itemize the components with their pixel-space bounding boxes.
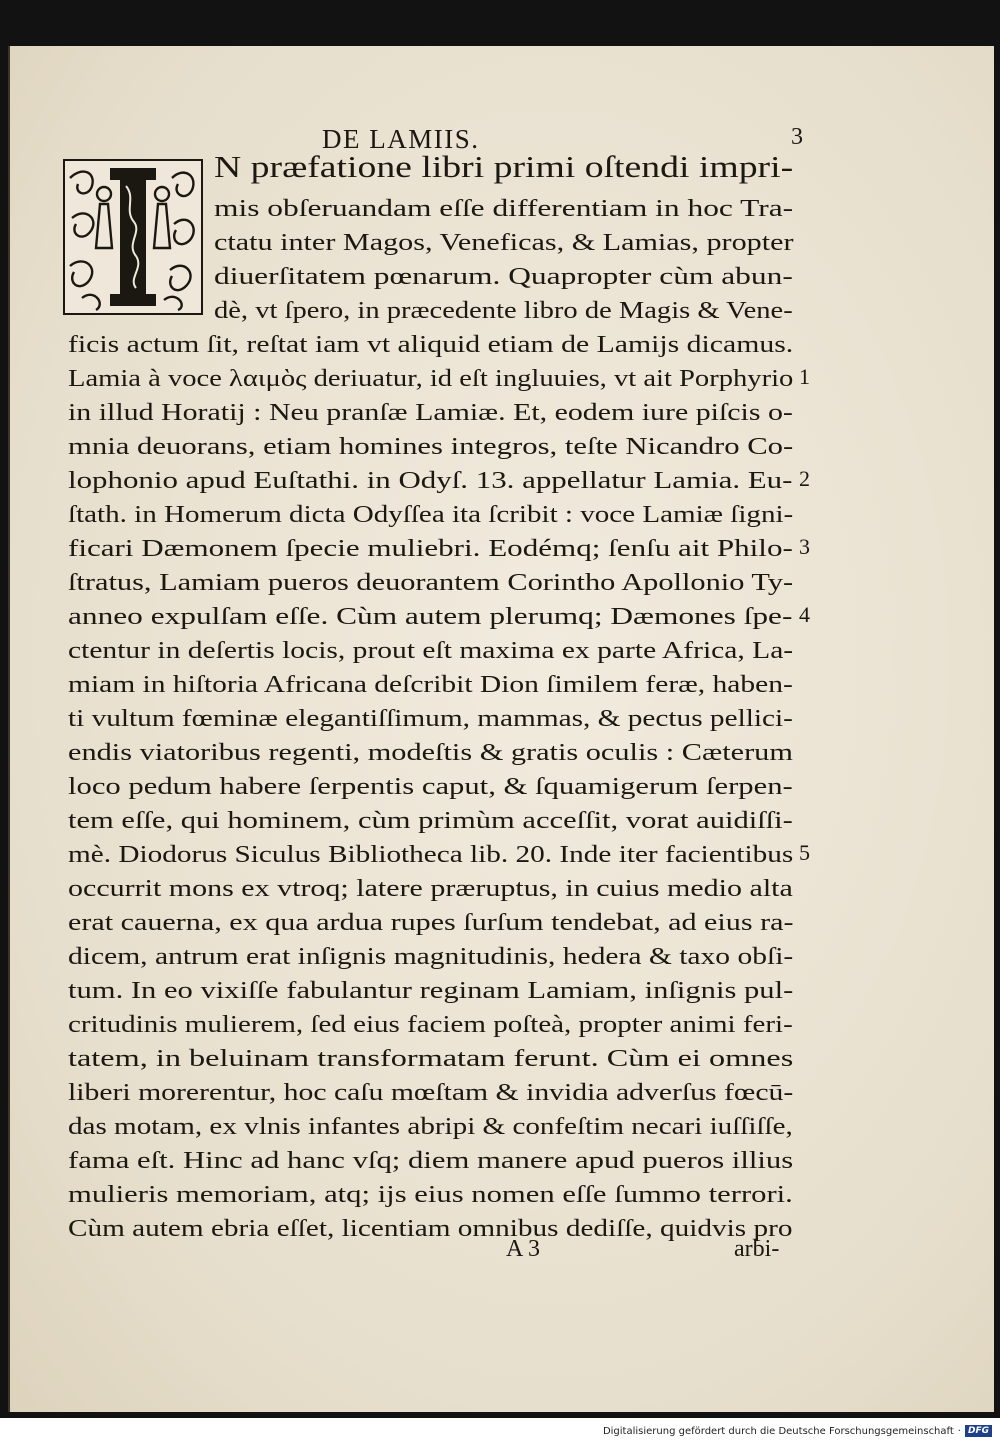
- running-head: DE LAMIIS.: [322, 124, 480, 154]
- page-number: 3: [791, 124, 803, 150]
- book-page: [8, 46, 994, 1412]
- text-line: tem eſſe, qui hominem, cùm primùm acceſſit, vorat auidiſſi-: [68, 808, 793, 834]
- text-line: miam in hiſtoria Africana deſcribit Dion ſimilem feræ, haben-: [68, 672, 793, 698]
- text-line: in illud Horatij : Neu pranſæ Lamiæ. Et, eodem iure piſcis o-: [68, 400, 793, 426]
- funding-footer: Digitalisierung gefördert durch die Deutsche Forschungsgemeinschaft · DFG: [603, 1425, 992, 1437]
- text-line: loco pedum habere ſerpentis caput, & ſquamigerum ſerpen-: [68, 774, 793, 800]
- text-line: mnia deuorans, etiam homines integros, teſte Nicandro Co-: [68, 434, 794, 460]
- margin-number: 2: [799, 466, 810, 491]
- text-line: mulieris memoriam, atq; ijs eius nomen eſſe ſummo terrori.: [68, 1182, 793, 1208]
- text-line: dicem, antrum erat inſignis magnitudinis, hedera & taxo obſi-: [68, 944, 794, 970]
- text-line: ſtath. in Homerum dicta Odyſſea ita ſcribit : voce Lamiæ ſigni-: [68, 502, 794, 528]
- text-line: mè. Diodorus Siculus Bibliotheca lib. 20. Inde iter facientibus: [68, 842, 794, 868]
- margin-number: 5: [799, 840, 810, 865]
- text-line: liberi morerentur, hoc caſu mœſtam & invidia adverſus fœcū-: [68, 1080, 794, 1106]
- margin-number: 4: [799, 602, 810, 627]
- text-line: N præfatione libri primi oſtendi impri-: [214, 149, 794, 184]
- text-line: ti vultum fœminæ elegantiſſimum, mammas, & pectus pellici-: [68, 706, 793, 732]
- decorated-initial-icon: [62, 158, 204, 316]
- text-line: anneo expulſam eſſe. Cùm autem plerumq; Dæmones ſpe-: [68, 604, 793, 630]
- text-line: erat cauerna, ex qua ardua rupes ſurſum tendebat, ad eius ra-: [68, 910, 794, 936]
- text-line: lophonio apud Euſtathi. in Odyſ. 13. appellatur Lamia. Eu-: [68, 468, 793, 494]
- text-line: critudinis mulierem, ſed eius faciem poſteà, propter animi feri-: [68, 1012, 793, 1038]
- text-line: endis viatoribus regenti, modeſtis & gratis oculis : Cæterum: [68, 740, 793, 766]
- dfg-logo-icon: DFG: [965, 1425, 992, 1437]
- text-line: diuerſitatem pœnarum. Quapropter cùm abun-: [214, 264, 793, 290]
- text-line: ſtratus, Lamiam pueros deuorantem Corintho Apollonio Ty-: [68, 570, 794, 596]
- text-line: ctentur in deſertis locis, prout eſt maxima ex parte Africa, La-: [68, 638, 794, 664]
- catchword: arbi-: [734, 1236, 780, 1262]
- text-line: tum. In eo vixiſſe fabulantur reginam Lamiam, inſignis pul-: [68, 978, 794, 1004]
- text-line: Cùm autem ebria eſſet, licentiam omnibus dediſſe, quidvis pro: [68, 1216, 793, 1242]
- text-line: fama eſt. Hinc ad hanc vſq; diem manere apud pueros illius: [68, 1148, 794, 1174]
- text-line: Lamia à voce λαιμὸς deriuatur, id eſt ingluuies, vt ait Porphyrio: [68, 366, 794, 392]
- text-line: occurrit mons ex vtroq; latere præruptus, in cuius medio alta: [68, 876, 793, 902]
- text-line: ctatu inter Magos, Veneficas, & Lamias, propter: [214, 230, 794, 256]
- text-line: das motam, ex vlnis infantes abripi & confeſtim necari iuſſiſſe,: [68, 1114, 793, 1140]
- text-line: mis obſeruandam eſſe differentiam in hoc Tra-: [214, 196, 794, 222]
- text-line: ficari Dæmonem ſpecie muliebri. Eodémq; ſenſu ait Philo-: [68, 536, 793, 562]
- margin-number: 3: [799, 534, 810, 559]
- signature-mark: A 3: [506, 1236, 541, 1262]
- margin-number: 1: [799, 364, 810, 389]
- footer-text: Digitalisierung gefördert durch die Deutsche Forschungsgemeinschaft: [602, 1425, 954, 1437]
- text-line: dè, vt ſpero, in præcedente libro de Magis & Vene-: [214, 298, 793, 324]
- text-line: ficis actum ſit, reſtat iam vt aliquid etiam de Lamijs dicamus.: [68, 332, 794, 358]
- text-line: tatem, in beluinam transformatam ferunt. Cùm ei omnes: [68, 1046, 794, 1072]
